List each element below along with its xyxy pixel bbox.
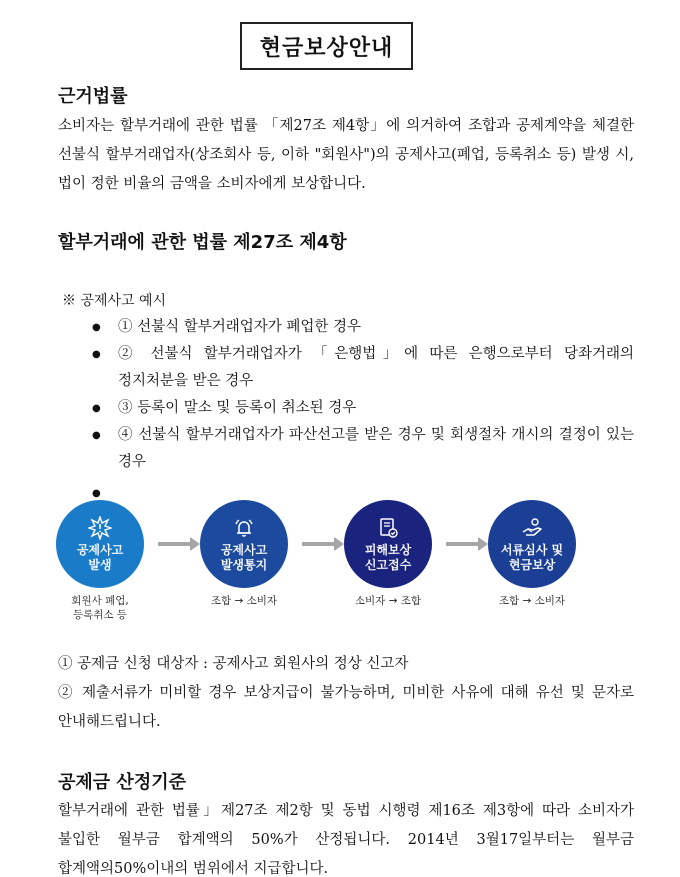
- list-item: ● ② 선불식 할부거래업자가 「은행법」에 따른 은행으로부터 당좌거래의 정지처분을 받은 경우: [92, 341, 634, 395]
- footnote-documents: ② 제출서류가 미비할 경우 보상지급이 불가능하며, 미비한 사유에 대해 유선 및 문자로 안내해드립니다.: [58, 685, 634, 730]
- legal-basis-paragraph: 소비자는 할부거래에 관한 법률 「제27조 제4항」에 의거하여 조합과 공제계약을 체결한 선불식 할부거래업자(상조회사 등, 이하 "회원사")의 공제사고(폐업, 등록취소 등) 발생 시, 법이 정한 비율의 금액을 소비자에게 보상합니다.: [58, 118, 634, 192]
- flow-step-review-compensation: [482, 500, 582, 608]
- footnote-applicant: ① 공제금 신청 대상자 : 공제사고 회원사의 정상 신고자: [58, 656, 409, 672]
- flow-step-claim-receipt: [338, 500, 438, 608]
- bell-icon: [232, 516, 256, 540]
- list-item: ● ③ 등록이 말소 및 등록이 취소된 경우: [92, 395, 634, 422]
- flow-step-caption-line1: 회원사 폐업,: [71, 595, 129, 607]
- flow-step-label-line1: 공제사고: [76, 542, 124, 557]
- flow-step-caption-line2: 등록취소 등: [72, 609, 128, 621]
- page-title: 현금보상안내: [240, 22, 413, 70]
- accident-example-note: ※ 공제사고 예시: [62, 293, 167, 309]
- section-heading-article: 할부거래에 관한 법률 제27조 제4항: [58, 232, 347, 253]
- hand-coin-icon: [520, 516, 544, 540]
- section-heading-legal-basis: 근거법률: [58, 86, 128, 107]
- flow-step-label-line2: 현금보상: [508, 557, 556, 572]
- flow-step-caption: [338, 594, 438, 608]
- flow-step-accident: [50, 500, 150, 622]
- flow-step-label-line2: 발생: [88, 557, 112, 572]
- flow-step-label-line1: 피해보상: [364, 542, 412, 557]
- flow-step-caption-line1: 소비자 → 조합: [354, 595, 422, 607]
- flow-step-caption: [194, 594, 294, 608]
- accident-example-list: [92, 314, 634, 480]
- flow-step-caption: [50, 594, 150, 622]
- flow-step-circle: [200, 500, 288, 588]
- flow-step-notification: [194, 500, 294, 608]
- flow-step-caption-line1: 조합 → 소비자: [210, 595, 278, 607]
- flow-step-caption-line1: 조합 → 소비자: [498, 595, 566, 607]
- list-item: ● ④ 선불식 할부거래업자가 파산선고를 받은 경우 및 회생절차 개시의 결정이 있는 경우: [92, 422, 634, 476]
- list-item: ● ① 선불식 할부거래업자가 폐업한 경우: [92, 314, 634, 341]
- flow-step-label-line1: 공제사고: [220, 542, 268, 557]
- document-check-icon: [376, 516, 400, 540]
- section-heading-calculation: 공제금 산정기준: [58, 772, 186, 793]
- flow-step-label-line1: 서류심사 및: [500, 542, 564, 557]
- flow-step-label-line2: 신고접수: [364, 557, 412, 572]
- flow-step-circle: [488, 500, 576, 588]
- flow-step-circle: [344, 500, 432, 588]
- process-flow-diagram: [50, 500, 630, 620]
- alert-burst-icon: [88, 516, 112, 540]
- flow-step-caption: [482, 594, 582, 608]
- calculation-paragraph: 할부거래에 관한 법률」제27조 제2항 및 동법 시행령 제16조 제3항에 따라 소비자가 불입한 월부금 합계액의 50%가 산정됩니다. 2014년 3월17일부터는 월부금 합계액의50%이내의 범위에서 지급합니다.: [58, 803, 634, 877]
- flow-step-label-line2: 발생통지: [220, 557, 268, 572]
- flow-step-circle: [56, 500, 144, 588]
